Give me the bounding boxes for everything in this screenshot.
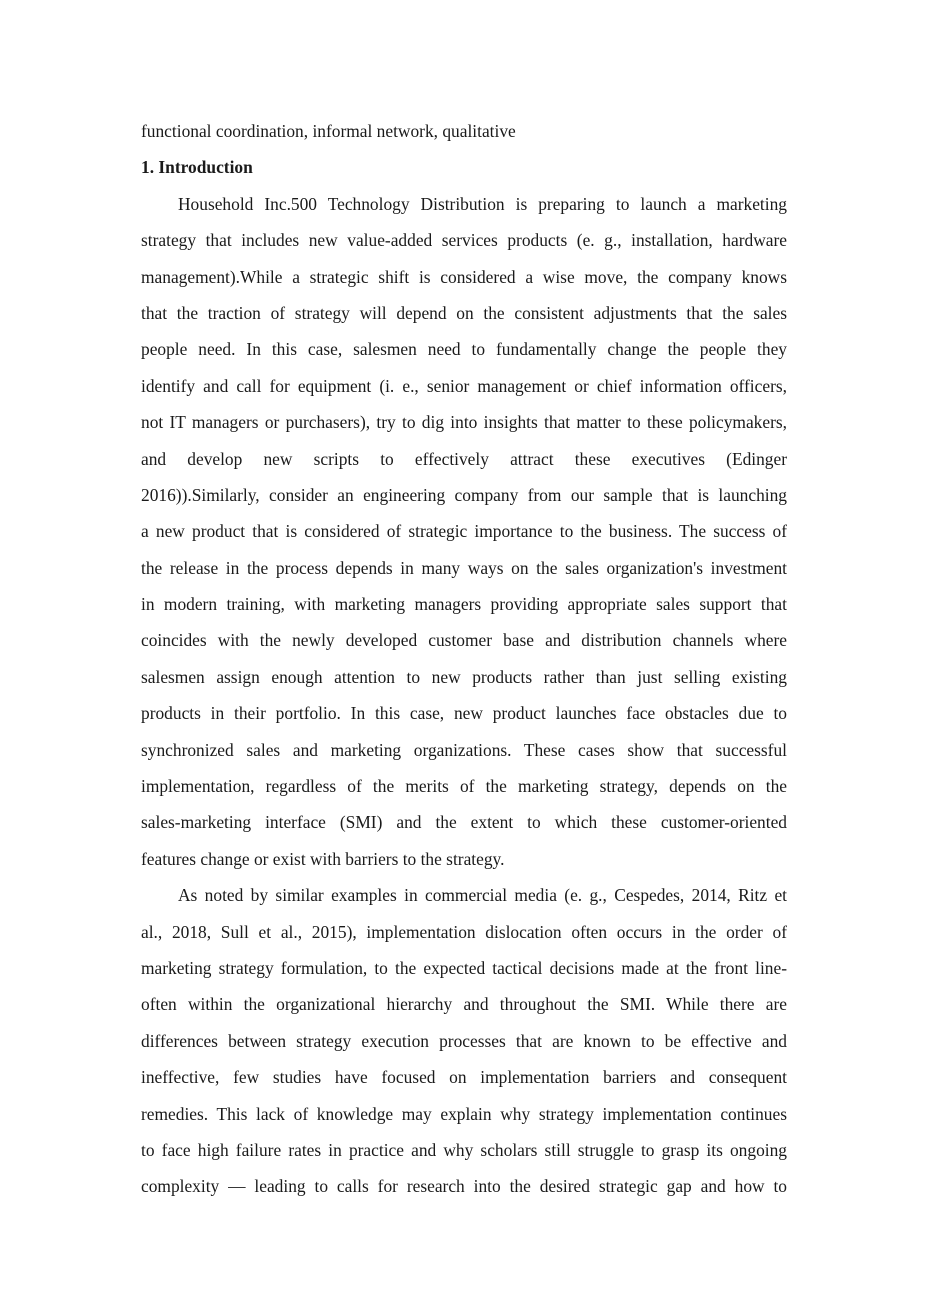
paragraph-line: al., 2018, Sull et al., 2015), implementation dislocation often occurs in the order of [141, 921, 787, 942]
paragraph-line-last: features change or exist with barriers to the strategy. [141, 848, 505, 869]
paragraph-2 [141, 877, 787, 1205]
paragraph-line: management).While a strategic shift is considered a wise move, the company knows [141, 266, 787, 287]
paragraph-line: differences between strategy execution processes that are known to be effective and [141, 1030, 787, 1051]
paragraph-line: ineffective, few studies have focused on implementation barriers and consequent [141, 1067, 787, 1088]
paragraph-line: coincides with the newly developed customer base and distribution channels where [141, 630, 787, 651]
paragraph-line: Household Inc.500 Technology Distribution is preparing to launch a marketing [178, 193, 787, 214]
paragraph-line: marketing strategy formulation, to the expected tactical decisions made at the front line- [141, 957, 787, 978]
paragraph-line: not IT managers or purchasers), try to dig into insights that matter to these policymakers, [141, 412, 787, 433]
paragraph-line: a new product that is considered of strategic importance to the business. The success of [141, 521, 787, 542]
paragraph-line: that the traction of strategy will depend on the consistent adjustments that the sales [141, 302, 787, 323]
paragraph-line: As noted by similar examples in commercial media (e. g., Cespedes, 2014, Ritz et [178, 885, 787, 906]
paragraph-line: often within the organizational hierarchy and throughout the SMI. While there are [141, 994, 787, 1015]
paragraph-line: implementation, regardless of the merits of the marketing strategy, depends on the [141, 776, 787, 797]
paragraph-line: salesmen assign enough attention to new products rather than just selling existing [141, 666, 787, 687]
paragraph-1 [141, 186, 787, 877]
document-page [141, 113, 787, 1205]
paragraph-line: to face high failure rates in practice and why scholars still struggle to grasp its ongoing [141, 1139, 787, 1160]
paragraph-line: people need. In this case, salesmen need to fundamentally change the people they [141, 339, 787, 360]
paragraph-line: sales-marketing interface (SMI) and the extent to which these customer-oriented [141, 812, 787, 833]
paragraph-line: in modern training, with marketing managers providing appropriate sales support that [141, 594, 787, 615]
paragraph-line: strategy that includes new value-added services products (e. g., installation, hardware [141, 230, 787, 251]
paragraph-line: identify and call for equipment (i. e., senior management or chief information officers, [141, 375, 787, 396]
section-heading: 1. Introduction [141, 157, 253, 178]
paragraph-line: the release in the process depends in many ways on the sales organization's investment [141, 557, 787, 578]
paragraph-line: synchronized sales and marketing organizations. These cases show that successful [141, 739, 787, 760]
paragraph-line: 2016)).Similarly, consider an engineering company from our sample that is launching [141, 484, 787, 505]
paragraph-line: and develop new scripts to effectively attract these executives (Edinger [141, 448, 787, 469]
keywords-line: functional coordination, informal network, qualitative [141, 121, 516, 141]
paragraph-line: products in their portfolio. In this case, new product launches face obstacles due to [141, 703, 787, 724]
paragraph-line: remedies. This lack of knowledge may explain why strategy implementation continues [141, 1103, 787, 1124]
paragraph-line: complexity — leading to calls for research into the desired strategic gap and how to [141, 1176, 787, 1197]
